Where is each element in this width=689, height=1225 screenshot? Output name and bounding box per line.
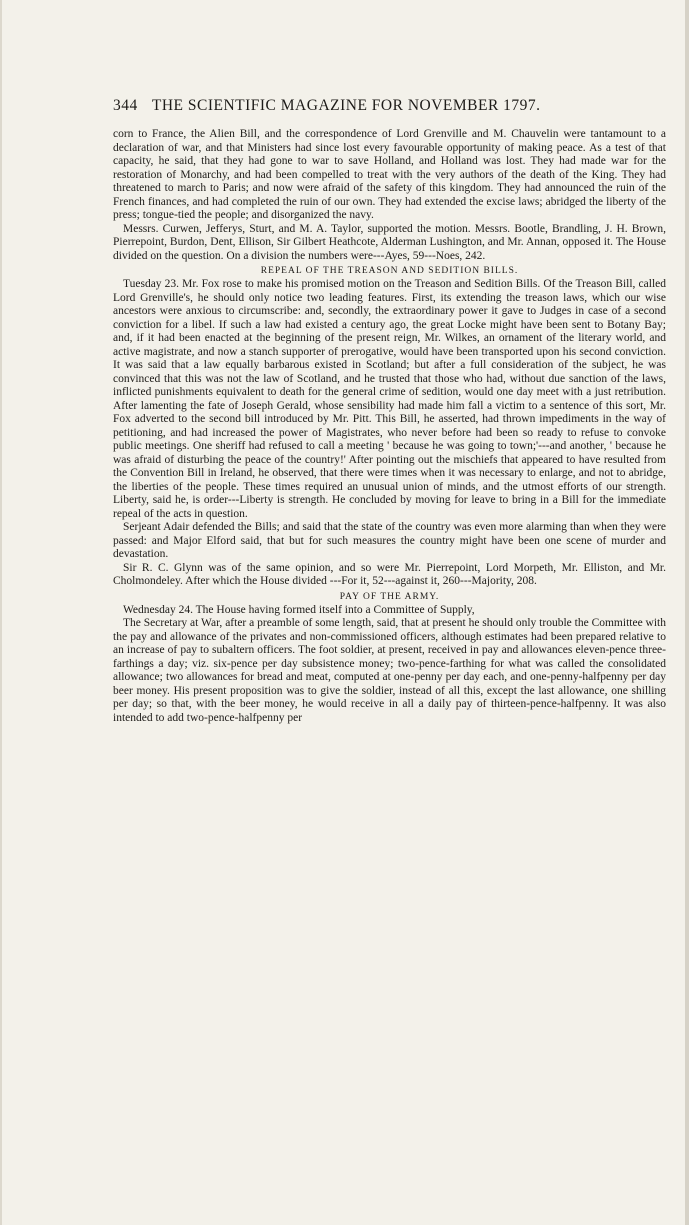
running-title: THE SCIENTIFIC MAGAZINE FOR NOVEMBER 1797. [151, 97, 541, 114]
scan-edge-right [685, 0, 689, 1225]
page-number: 344 [113, 97, 138, 114]
paragraph-division-vote: Messrs. Curwen, Jefferys, Sturt, and M. A. Taylor, supported the motion. Messrs. Bootle, Brandling, J. H. Brown, Pierrepoint, Burdon, Dent, Ellison, Sir Gilbert Heathcote, Alderman Lushington, and Mr. Annan, opposed it. The House divided on the question. On a division the numbers were---Ayes, 59---Noes, 242. [113, 222, 666, 262]
paragraph-committee-supply: Wednesday 24. The House having formed itself into a Committee of Supply, [123, 603, 475, 616]
scan-edge-left [0, 0, 2, 1225]
paragraph-secretary-at-war: The Secretary at War, after a preamble of some length, said, that at present he should only trouble the Committee with the pay and allowance of the privates and non-commissioned officers, although estimates had been prepared relative to an increase of pay to subaltern officers. The foot soldier, at present, received in pay and allowances eleven-pence three-farthings a day; viz. six-pence per day subsistence money; two-pence-farthing for what was called the consolidated allowance; two allowances for bread and meat, computed at one-penny per day each, and one-penny-halfpenny per day beer money. His present proposition was to give the soldier, instead of all this, except the last allowance, one shilling per day; so that, with the beer money, he would receive in all a daily pay of thirteen-pence-halfpenny. It was also intended to add two-pence-halfpenny per [113, 617, 666, 724]
section-heading-treason-sedition: REPEAL OF THE TREASON AND SEDITION BILLS. [260, 266, 519, 276]
paragraph-alien-bill: corn to France, the Alien Bill, and the correspondence of Lord Grenville and M. Chauvelin were tantamount to a declaration of war, and that Ministers had since lost every favourable opportunity of making peace. As a test of that capacity, he said, that they had gone to war to save Holland, and Holland was lost. They had made war for the restoration of Monarchy, and had been compelled to treat with the very authors of the death of the King. They had threatened to march to Paris; and now were afraid of the safety of this kingdom. They had announced the ruin of the French finances, and had completed the ruin of our own. They had extended the excise laws; abridged the liberty of the press; tongue-tied the people; and disorganized the navy. [113, 128, 666, 221]
paragraph-serjeant-adair: Serjeant Adair defended the Bills; and said that the state of the country was even more alarming than when they were passed: and Major Elford said, that but for such measures the country might have been one scene of murder and devastation. [113, 521, 666, 560]
paragraph-glynn-division: Sir R. C. Glynn was of the same opinion, and so were Mr. Pierrepoint, Lord Morpeth, Mr. Elliston, and Mr. Cholmondeley. After which the House divided ---For it, 52---against it, 260---Majority, 208. [113, 561, 666, 587]
running-header [113, 97, 668, 115]
section-heading-pay-of-army: PAY OF THE ARMY. [339, 591, 440, 602]
article-body [113, 128, 666, 725]
paragraph-fox-motion: Tuesday 23. Mr. Fox rose to make his promised motion on the Treason and Sedition Bills. Of the Treason Bill, called Lord Grenville's, he should only notice two leading features. First, its extending the treason laws, which our wise ancestors were anxious to circumscribe: and, secondly, the extraordinary power it gave to Judges in case of a second conviction for a libel. If such a law had existed a century ago, the great Locke might have been sent to Botany Bay; and, if it had been enacted at the beginning of the present reign, Mr. Wilkes, an ornament of the literary world, and active magistrate, and now a stanch supporter of prerogative, would have been transported upon his second conviction. It was said that a law equally barbarous existed in Scotland; but after a full consideration of the subject, he was convinced that this was not the law of Scotland, and he trusted that those who had, without due sanction of the laws, inflicted punishments equivalent to death for the general crime of sedition, would one day meet with a just retribution. After lamenting the fate of Joseph Gerald, whose sensibility had made him fall a victim to a sentence of this sort, Mr. Fox adverted to the second bill introduced by Mr. Pitt. This Bill, he asserted, had thrown impediments in the way of petitioning, and had increased the power of Magistrates, who never before had been so ready to refuse to convoke public meetings. One sheriff had refused to call a meeting ' because he was going to town;'---and another, ' because he was afraid of disturbing the peace of the country!' After pointing out the mischiefs that appeared to have resulted from the Convention Bill in Ireland, he observed, that there were times when it was necessary to enlarge, and not to abridge, the liberties of the people. These times required an unusual union of minds, and the utmost efforts of our strength. Liberty, said he, is order---Liberty is strength. He concluded by moving for leave to bring in a Bill for the immediate repeal of the acts in question. [113, 278, 666, 520]
